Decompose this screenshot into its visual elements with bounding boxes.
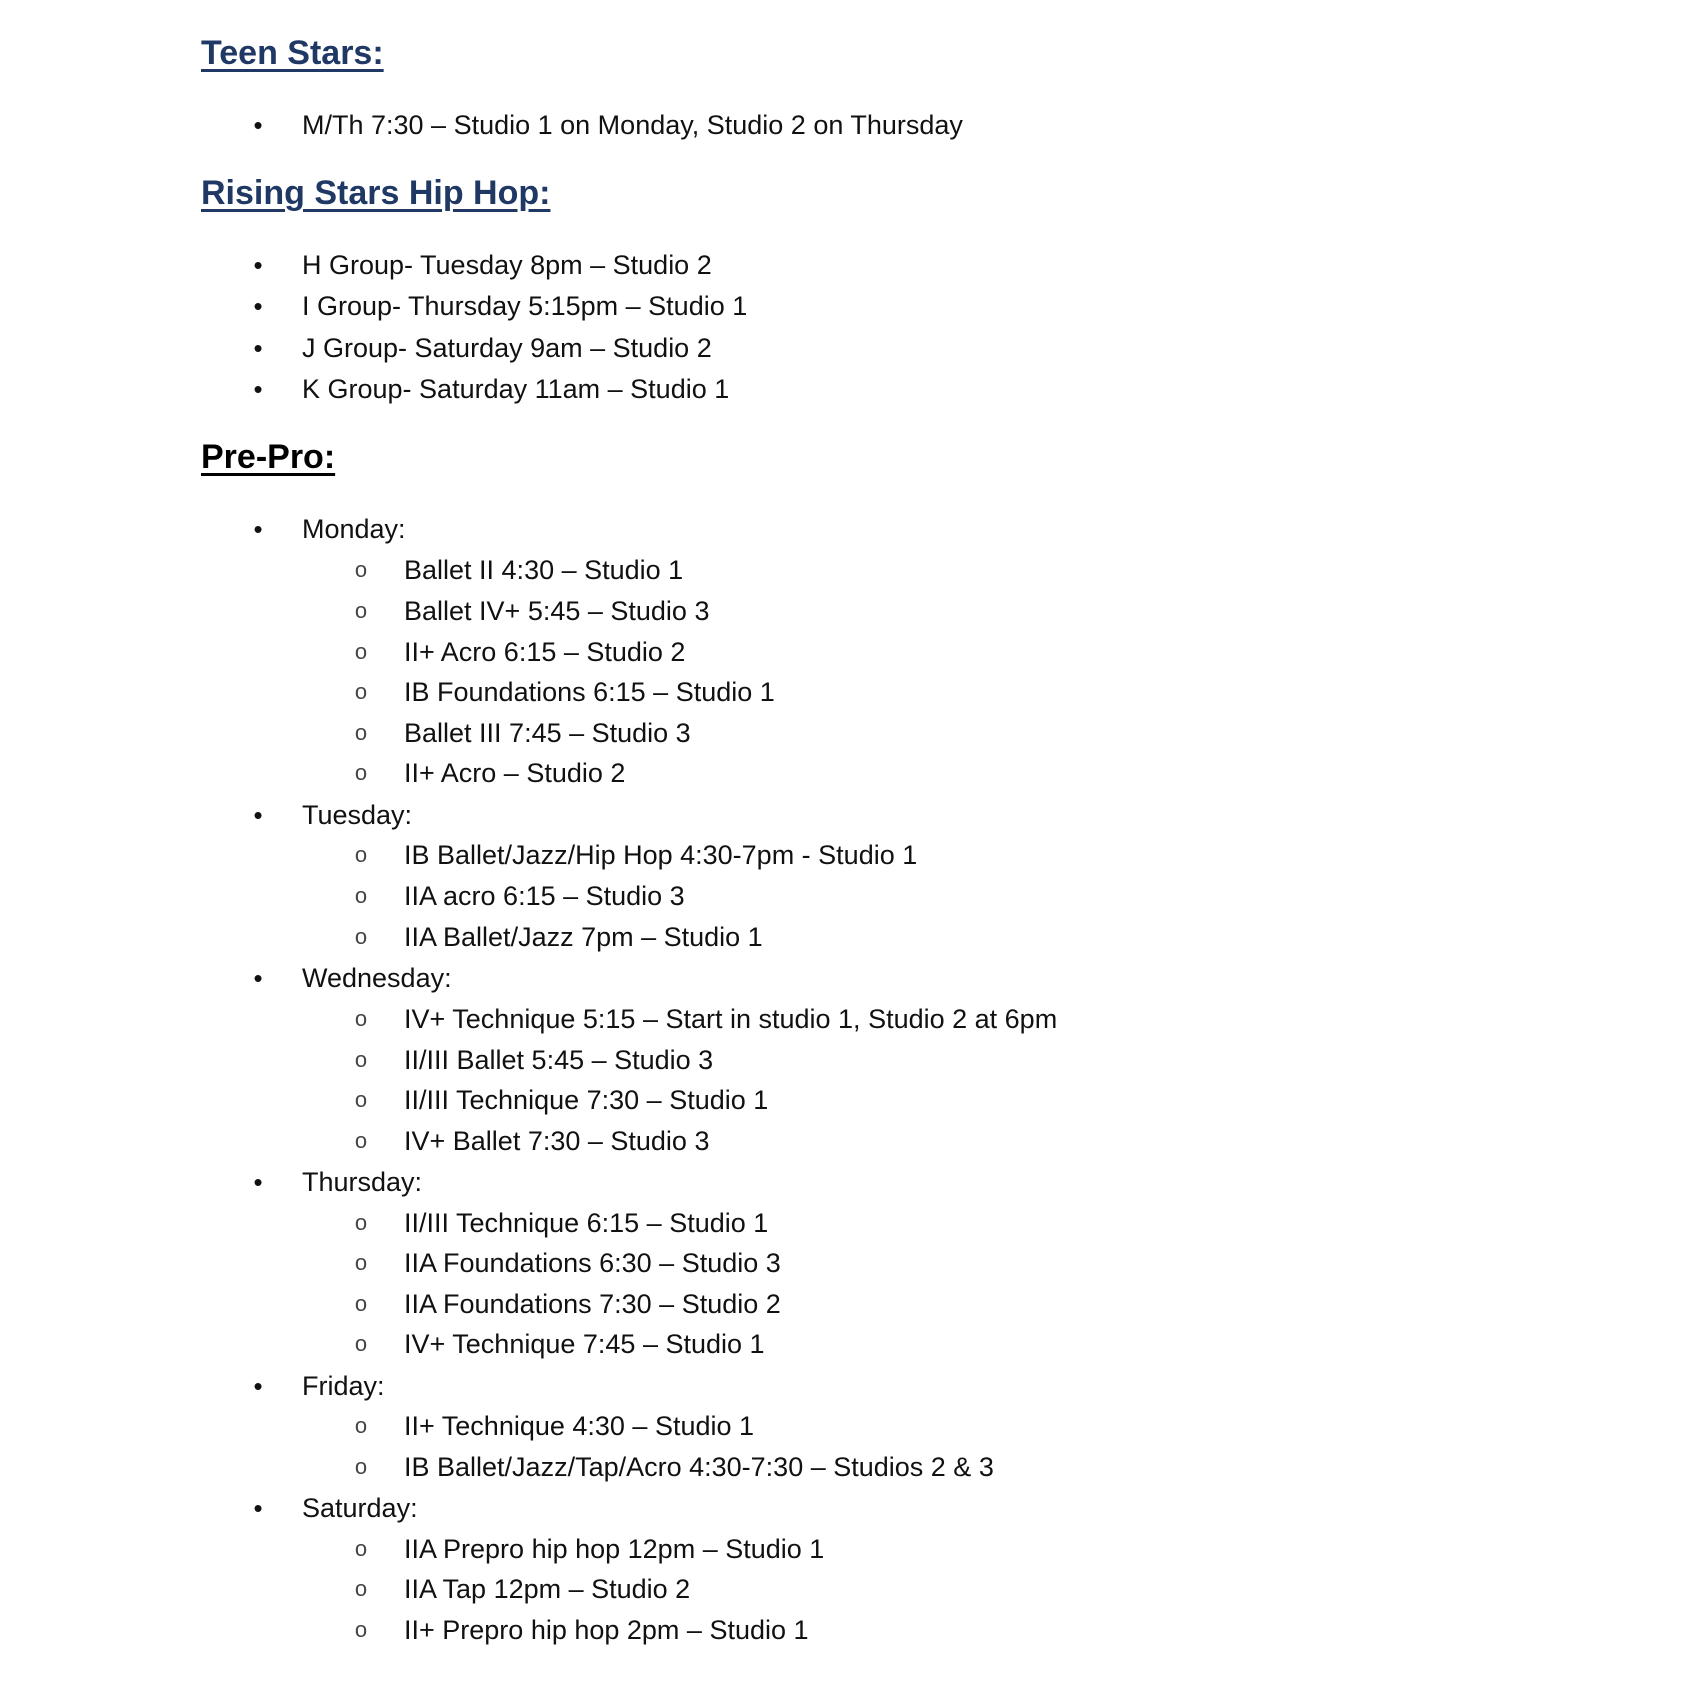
rising-stars-item: J Group- Saturday 9am – Studio 2: [302, 333, 712, 363]
class-label: IIA Tap 12pm – Studio 2: [404, 1574, 691, 1604]
bullet-icon: •: [253, 374, 263, 404]
circle-bullet-icon: o: [354, 842, 368, 867]
circle-bullet-icon: o: [354, 1210, 368, 1235]
bullet-icon: •: [253, 1167, 263, 1197]
class-label: Ballet II 4:30 – Studio 1: [404, 555, 684, 585]
circle-bullet-icon: o: [354, 1087, 368, 1112]
teen-stars-item: M/Th 7:30 – Studio 1 on Monday, Studio 2 on Thursday: [302, 110, 963, 140]
class-label: Ballet III 7:45 – Studio 3: [404, 718, 691, 748]
rising-stars-item: H Group- Tuesday 8pm – Studio 2: [302, 250, 712, 280]
circle-bullet-icon: o: [354, 924, 368, 949]
circle-bullet-icon: o: [354, 1047, 368, 1072]
class-label: II+ Acro – Studio 2: [404, 758, 626, 788]
day-label: Saturday:: [302, 1493, 418, 1523]
class-label: IV+ Technique 7:45 – Studio 1: [404, 1329, 765, 1359]
bullet-icon: •: [253, 963, 263, 993]
bullet-icon: •: [253, 250, 263, 280]
circle-bullet-icon: o: [354, 1617, 368, 1642]
circle-bullet-icon: o: [354, 883, 368, 908]
class-label: IB Ballet/Jazz/Hip Hop 4:30-7pm - Studio 1: [404, 840, 918, 870]
day-label: Friday:: [302, 1371, 385, 1401]
bullet-icon: •: [253, 291, 263, 321]
class-label: IV+ Ballet 7:30 – Studio 3: [404, 1126, 710, 1156]
rising-stars-item: I Group- Thursday 5:15pm – Studio 1: [302, 291, 748, 321]
class-label: IV+ Technique 5:15 – Start in studio 1, Studio 2 at 6pm: [404, 1004, 1058, 1034]
circle-bullet-icon: o: [354, 1250, 368, 1275]
class-label: II+ Acro 6:15 – Studio 2: [404, 637, 686, 667]
day-label: Wednesday:: [302, 963, 452, 993]
bullet-icon: •: [253, 1493, 263, 1523]
class-label: IIA acro 6:15 – Studio 3: [404, 881, 685, 911]
class-label: IIA Foundations 6:30 – Studio 3: [404, 1248, 781, 1278]
circle-bullet-icon: o: [354, 1006, 368, 1031]
pre-pro-heading: Pre-Pro:: [201, 438, 336, 476]
day-label: Tuesday:: [302, 800, 413, 830]
circle-bullet-icon: o: [354, 1576, 368, 1601]
rising-stars-heading: Rising Stars Hip Hop:: [201, 174, 551, 212]
class-label: II/III Ballet 5:45 – Studio 3: [404, 1045, 714, 1075]
circle-bullet-icon: o: [354, 1454, 368, 1479]
class-label: II+ Prepro hip hop 2pm – Studio 1: [404, 1615, 809, 1645]
class-label: IIA Foundations 7:30 – Studio 2: [404, 1289, 781, 1319]
class-label: IB Ballet/Jazz/Tap/Acro 4:30-7:30 – Studios 2 & 3: [404, 1452, 994, 1482]
day-label: Thursday:: [302, 1167, 423, 1197]
circle-bullet-icon: o: [354, 1536, 368, 1561]
circle-bullet-icon: o: [354, 1413, 368, 1438]
class-label: II/III Technique 6:15 – Studio 1: [404, 1208, 769, 1238]
circle-bullet-icon: o: [354, 598, 368, 623]
teen-stars-heading: Teen Stars:: [201, 34, 384, 72]
circle-bullet-icon: o: [354, 1128, 368, 1153]
class-label: II/III Technique 7:30 – Studio 1: [404, 1085, 769, 1115]
class-label: IIA Ballet/Jazz 7pm – Studio 1: [404, 922, 763, 952]
class-label: Ballet IV+ 5:45 – Studio 3: [404, 596, 710, 626]
circle-bullet-icon: o: [354, 1291, 368, 1316]
bullet-icon: •: [253, 333, 263, 363]
class-label: IIA Prepro hip hop 12pm – Studio 1: [404, 1534, 825, 1564]
day-label: Monday:: [302, 514, 406, 544]
circle-bullet-icon: o: [354, 1331, 368, 1356]
bullet-icon: •: [253, 1371, 263, 1401]
circle-bullet-icon: o: [354, 557, 368, 582]
circle-bullet-icon: o: [354, 639, 368, 664]
circle-bullet-icon: o: [354, 679, 368, 704]
bullet-icon: •: [253, 514, 263, 544]
circle-bullet-icon: o: [354, 720, 368, 745]
rising-stars-item: K Group- Saturday 11am – Studio 1: [302, 374, 730, 404]
bullet-icon: •: [253, 110, 263, 140]
class-label: IB Foundations 6:15 – Studio 1: [404, 677, 775, 707]
class-label: II+ Technique 4:30 – Studio 1: [404, 1411, 755, 1441]
circle-bullet-icon: o: [354, 760, 368, 785]
bullet-icon: •: [253, 800, 263, 830]
